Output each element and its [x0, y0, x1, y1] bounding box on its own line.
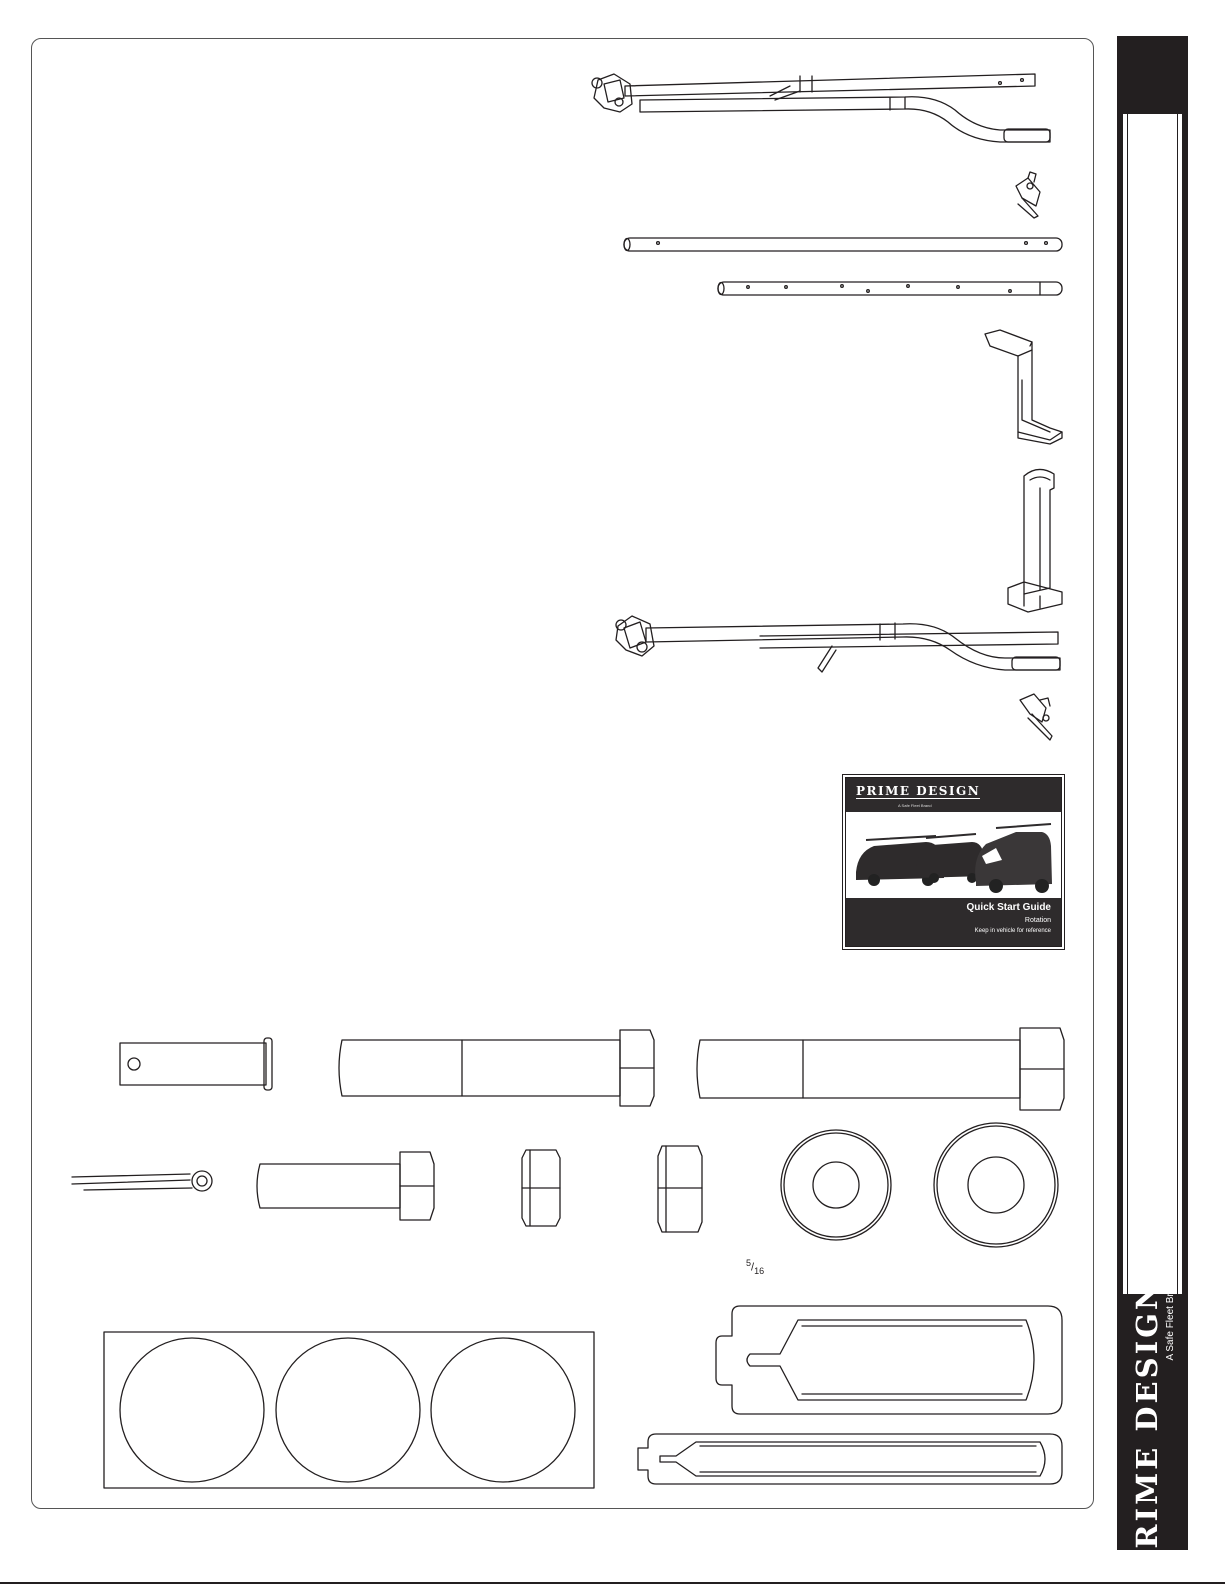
bracket-stanchion	[1008, 469, 1062, 612]
tube-long	[624, 238, 1062, 251]
fraction-numerator: 5	[746, 1258, 752, 1268]
brand-sidebar	[1117, 36, 1188, 1574]
washer-small	[781, 1130, 891, 1240]
clevis-pin	[120, 1038, 272, 1090]
hex-nut-small	[522, 1150, 560, 1226]
brand-logo	[1130, 1271, 1176, 1574]
hex-bolt-short	[257, 1152, 434, 1220]
arm-assembly-top	[592, 74, 1050, 142]
booklet-title: Quick Start Guide	[966, 902, 1051, 913]
van-photo	[846, 812, 1061, 898]
sidebar-logo-block	[1117, 1270, 1188, 1574]
bracket-tall	[985, 330, 1062, 444]
brand-name: PRIME DESIGN	[1130, 1280, 1164, 1574]
strap-wide	[716, 1306, 1062, 1414]
booklet-note: Keep in vehicle for reference	[974, 928, 1051, 934]
bottom-rule	[0, 1582, 1225, 1584]
strap-narrow	[638, 1434, 1062, 1484]
booklet-brand-sub: A Safe Fleet Brand	[898, 803, 932, 808]
fraction-denominator: 16	[754, 1265, 765, 1276]
clamp-small-middle	[1020, 694, 1052, 740]
sidebar-rail	[1117, 114, 1188, 1294]
hex-bolt-long	[339, 1030, 654, 1106]
booklet-subtitle: Rotation	[1024, 917, 1051, 924]
brand-tagline: A Safe Fleet Brand	[1165, 1276, 1176, 1361]
tube-short	[718, 282, 1062, 295]
clamp-small-top	[1016, 172, 1040, 218]
booklet-brand: PRIME DESIGN	[856, 784, 981, 798]
size-fraction-label: $^5/_{16}$	[746, 1258, 765, 1276]
sidebar-top-block	[1117, 36, 1188, 114]
cotter-pin	[72, 1171, 212, 1191]
sticker-sheet	[104, 1332, 594, 1488]
brand-trademark: ™	[1130, 1270, 1139, 1281]
hex-bolt-large	[697, 1028, 1064, 1110]
quick-start-guide-booklet	[845, 777, 1062, 947]
hex-nut-large	[658, 1146, 702, 1232]
arm-assembly-middle	[616, 616, 1060, 672]
washer-large	[934, 1123, 1058, 1247]
